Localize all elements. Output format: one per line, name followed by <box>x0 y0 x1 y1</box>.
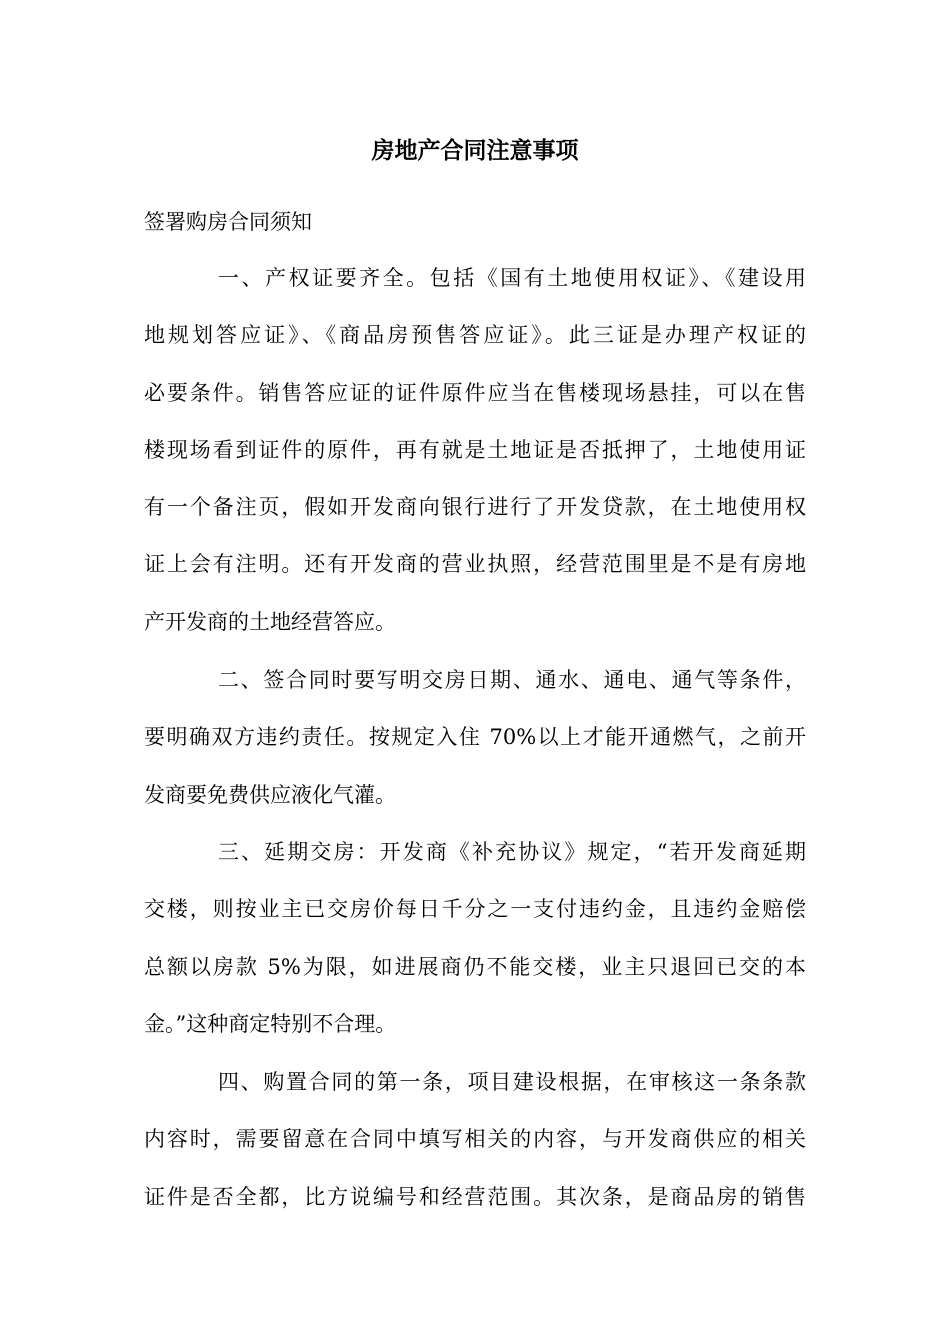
paragraph-3 <box>144 824 806 1053</box>
paragraph-4 <box>144 1054 806 1226</box>
paragraph-line: 总额以房款 5%为限，如进展商仍不能交楼，业主只退回已交的本 <box>144 954 806 979</box>
document-title: 房地产合同注意事项 <box>371 137 579 164</box>
paragraph-line: 证件是否全都，比方说编号和经营范围。其次条，是商品房的销售 <box>144 1184 806 1209</box>
paragraph-line: 必要条件。销售答应证的证件原件应当在售楼现场悬挂，可以在售 <box>144 380 806 405</box>
paragraph-line: 二、签合同时要写明交房日期、通水、通电、通气等条件， <box>218 668 806 692</box>
paragraph-line: 楼现场看到证件的原件，再有就是土地证是否抵押了，土地使用证 <box>144 437 806 462</box>
paragraph-line: 内容时，需要留意在合同中填写相关的内容，与开发商供应的相关 <box>144 1127 806 1152</box>
document-subheading: 签署购房合同须知 <box>144 210 312 234</box>
paragraph-line: 三、延期交房：开发商《补充协议》规定，“若开发商延期 <box>218 840 806 864</box>
paragraph-line: 发商要免费供应液化气灌。 <box>144 782 396 807</box>
paragraph-line: 有一个备注页，假如开发商向银行进行了开发贷款，在土地使用权 <box>144 495 806 520</box>
paragraph-line: 产开发商的土地经营答应。 <box>144 609 396 634</box>
paragraph-1 <box>144 250 806 651</box>
paragraph-2 <box>144 652 806 824</box>
paragraph-line: 一、产权证要齐全。包括《国有土地使用权证》、《建设用 <box>218 266 806 290</box>
paragraph-line: 证上会有注明。还有开发商的营业执照，经营范围里是不是有房地 <box>144 552 806 577</box>
paragraph-line: 四、购置合同的第一条，项目建设根据，在审核这一条条款 <box>218 1070 806 1094</box>
paragraph-line: 地规划答应证》、《商品房预售答应证》。此三证是办理产权证的 <box>144 323 806 348</box>
paragraph-line: 要明确双方违约责任。按规定入住 70%以上才能开通燃气，之前开 <box>144 725 806 750</box>
paragraph-line: 金。”这种商定特别不合理。 <box>144 1011 397 1036</box>
paragraph-line: 交楼，则按业主已交房价每日千分之一支付违约金，且违约金赔偿 <box>144 897 806 922</box>
